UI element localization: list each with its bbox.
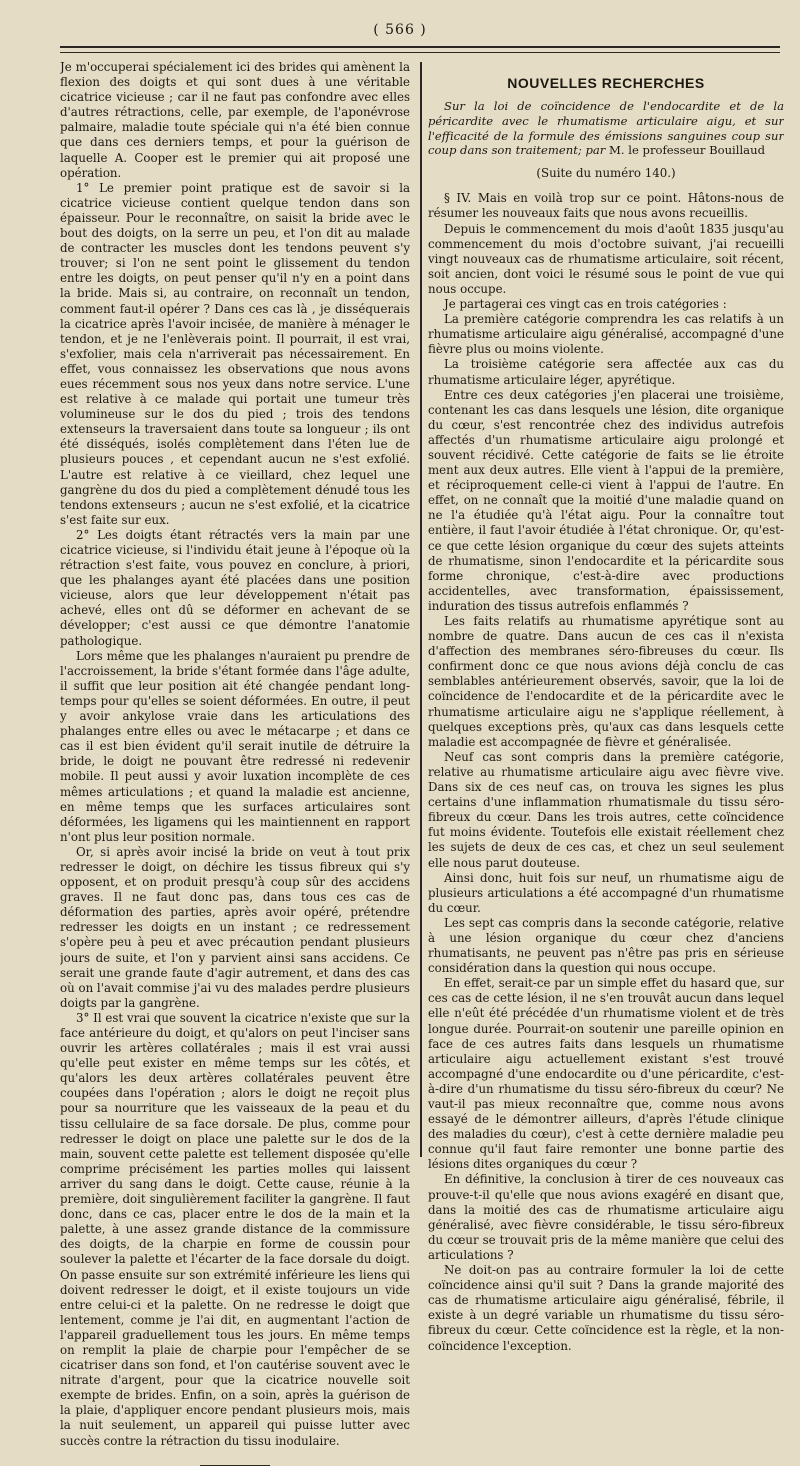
left-paragraph: Je m'occuperai spécialement ici des brides qui amènent la flexion des doigts et qui sont dues à une véritable cicatrice vicieuse ; car il ne faut pas confondre avec elles d'autres rétractions, celle, par exemple, de l'aponévrose palmaire, maladie toute spéciale qui n'a été bien connue que dans ces derniers temps, et pour la guérison de laquelle A. Cooper est le premier qui ait proposé une opération.	[60, 60, 410, 180]
right-paragraph: § IV. Mais en voilà trop sur ce point. Hâtons-nous de résumer les nouveaux faits que nous avons recueillis.	[428, 191, 784, 221]
left-paragraph: 3° Il est vrai que souvent la cicatrice n'existe que sur la face antérieure du doigt, et qu'alors on peut l'inciser sans ouvrir les artères collatérales ; mais il est vrai aussi qu'elle peut exister en même temps sur les côtés, et qu'alors les deux artères collatérales peuvent être coupées dans l'opération ; alors le doigt ne reçoit plus pour sa nourriture que les vaisseaux de la peau et du tissu cellulaire de sa face dorsale. De plus, comme pour redresser le doigt on place une palette sur le dos de la main, souvent cette palette est tellement disposée qu'elle comprime précisément les parties molles qui laissent arriver du sang dans le doigt. Cette cause, réunie à la première, doit singulièrement faciliter la gangrène. Il faut donc, dans ce cas, placer entre le dos de la main et la palette, à une assez grande distance de la commissure des doigts, de la charpie en forme de coussin pour soulever la palette et l'écarter de la face dorsale du doigt. On passe ensuite sur son extrémité inférieure les liens qui doivent redresser le doigt, et il existe toujours un vide entre celui-ci et la palette. On ne redresse le doigt que lentement, comme je l'ai dit, en augmentant l'action de l'appareil graduellement tous les jours. En même temps on remplit la plaie de charpie pour l'empêcher de se cicatriser dans son fond, et l'on cautérise souvent avec le nitrate d'argent, pour que la cicatrice nouvelle soit exempte de brides. Enfin, on a soin, après la guérison de la plaie, d'appliquer encore pendant plusieurs mois, mais la nuit seulement, un appareil qui puisse lutter avec succès contre la rétraction du tissu inodulaire.	[60, 1010, 410, 1448]
right-paragraph: En effet, serait-ce par un simple effet du hasard que, sur ces cas de cette lésion, il ne s'en trouvât aucun dans lequel elle n'eût été précédée d'un rhumatisme violent et de très longue durée. Pourrait-on soutenir une pareille opinion en face de ces autres faits dans lesquels un rhumatisme articulaire aigu actuellement existant s'est trouvé accompagné d'une endocardite ou d'une péricardite, c'est-à-dire d'un rhumatisme du tissu séro-fibreux du cœur? Ne vaut-il pas mieux reconnaître que, comme nous avons essayé de le démontrer ailleurs, d'après l'étude clinique des maladies du cœur), c'est à cette dernière maladie peu connue qu'il faut faire remonter une bonne partie des lésions dites organiques du cœur ?	[428, 976, 784, 1172]
left-column	[60, 60, 410, 1466]
right-paragraph: Les sept cas compris dans la seconde catégorie, relative à une lésion organique du cœur chez d'anciens rhumatisants, ne peuvent pas n'être pas pris en sérieuse considération dans la question qui nous occupe.	[428, 915, 784, 976]
right-paragraph: Depuis le commencement du mois d'août 1835 jusqu'au commencement du mois d'octobre suivant, j'ai recueilli vingt nouveaux cas de rhumatisme articulaire, soit récent, soit ancien, dont voici le résumé sous le point de vue qui nous occupe.	[428, 221, 784, 296]
column-end-rule	[200, 1465, 270, 1466]
right-paragraph: Ne doit-on pas au contraire formuler la loi de cette coïncidence ainsi qu'il suit ? Dans la grande majorité des cas de rhumatisme articulaire aigu généralisé, fébrile, il existe à un degré variable un rhumatisme du tissu séro-fibreux du cœur. Cette coïncidence est la règle, et la non-coïncidence l'exception.	[428, 1263, 784, 1353]
right-paragraph: Ainsi donc, huit fois sur neuf, un rhumatisme aigu de plusieurs articulations a été accompagné d'un rhumatisme du cœur.	[428, 870, 784, 915]
section-heading: NOUVELLES RECHERCHES	[507, 75, 705, 91]
left-paragraph: Lors même que les phalanges n'auraient pu prendre de l'accroissement, la bride s'étant formée dans l'âge adulte, il suffit que leur position ait été changée pendant long-temps pour qu'elles se soient déformées. En outre, il peut y avoir ankylose vraie dans les articulations des phalanges entre elles ou avec le métacarpe ; et dans ce cas il est bien évident qu'il serait inutile de détruire la bride, le doigt ne pouvant être redressé ni redevenir mobile. Il peut aussi y avoir luxation incomplète de ces mêmes articulations ; et quand la maladie est ancienne, en même temps que les surfaces articulaires sont déformées, les ligamens qui les maintiennent en rapport n'ont plus leur position normale.	[60, 648, 410, 844]
right-paragraph: Entre ces deux catégories j'en placerai une troisième, contenant les cas dans lesquels une lésion, dite organique du cœur, s'est rencontrée chez des individus autrefois affectés d'un rhumatisme articulaire aigu prolongé et souvent récidivé. Cette catégorie de faits se lie étroite ment aux deux autres. Elle vient à l'appui de la première, et réciproquement celle-ci vient à l'appui de l'autre. En effet, on ne connaît que la moitié d'une maladie quand on ne l'a étudiée qu'à l'état aigu. Pour la connaître tout entière, il faut l'avoir étudiée à l'état chronique. Or, qu'est-ce que cette lésion organique du cœur des sujets atteints de rhumatisme, sinon l'endocardite et la péricardite sous forme chronique, c'est-à-dire avec productions accidentelles, avec transformation, épaississement, induration des tissus autrefois enflammés ?	[428, 387, 784, 613]
subtitle-text: Sur la loi de coïncidence de l'endocardite et de la péricardite avec le rhumatisme articulaire aigu, et sur l'efficacité de la formule des émissions sanguines coup sur coup dans son traitement; par	[428, 99, 784, 158]
article-subtitle	[428, 99, 784, 158]
left-paragraph: 2° Les doigts étant rétractés vers la main par une cicatrice vicieuse, si l'individu était jeune à l'époque où la rétraction s'est faite, vous pouvez en conclure, à priori, que les phalanges ayant été placées dans une position vicieuse, alors que leur développement n'était pas achevé, elles ont dû se déformer en achevant de se développer; c'est aussi ce que démontre l'anatomie pathologique.	[60, 527, 410, 648]
author-name: M. le professeur Bouillaud	[609, 143, 765, 158]
right-column	[428, 60, 784, 1354]
right-paragraph: La troisième catégorie sera affectée aux cas du rhumatisme articulaire léger, apyrétique.	[428, 357, 784, 387]
right-paragraph: Neuf cas sont compris dans la première catégorie, relative au rhumatisme articulaire aigu avec fièvre vive. Dans six de ces neuf cas, on trouva les signes les plus certains d'une inflammation rhumatismale du tissu séro-fibreux du cœur. Dans les trois autres, cette coïncidence fut moins évidente. Toutefois elle existait réellement chez les sujets de deux de ces cas, et chez un seul seulement elle nous parut douteuse.	[428, 749, 784, 870]
right-paragraph: Les faits relatifs au rhumatisme apyrétique sont au nombre de quatre. Dans aucun de ces cas il n'exista d'affection des membranes séro-fibreuses du cœur. Ils confirment donc ce que nous avions déjà conclu de cas semblables antérieurement observés, savoir, que la loi de coïncidence de l'endocardite et de la péricardite avec le rhumatisme articulaire aigu ne s'applique réellement, à quelques exceptions près, qu'aux cas dans lesquels cette maladie est accompagnée de fièvre et généralisée.	[428, 614, 784, 749]
column-divider	[420, 62, 422, 1157]
left-paragraph: Or, si après avoir incisé la bride on veut à tout prix redresser le doigt, on déchire les tissus fibreux qui s'y opposent, et on produit presqu'à coup sûr des accidens graves. Il ne faut donc pas, dans tous ces cas de déformation des parties, après avoir opéré, prétendre redresser les doigts en un instant ; ce redressement s'opère peu à peu et avec précaution pendant plusieurs jours de suite, et l'on y parvient ainsi sans accidens. Ce serait une grande faute d'agir autrement, et dans des cas où on l'avait commise j'ai vu des malades perdre plusieurs doigts par la gangrène.	[60, 844, 410, 1010]
right-paragraph: En définitive, la conclusion à tirer de ces nouveaux cas prouve-t-il qu'elle que nous avions exagéré en disant que, dans la moitié des cas de rhumatisme articulaire aigu généralisé, avec fièvre considérable, le tissu séro-fibreux du cœur se trouvait pris de la même manière que celui des articulations ?	[428, 1172, 784, 1262]
page-number: ( 566 )	[373, 22, 427, 38]
continuation-note: (Suite du numéro 140.)	[536, 166, 676, 181]
header-rule	[60, 46, 780, 53]
left-paragraph: 1° Le premier point pratique est de savoir si la cicatrice vicieuse contient quelque tendon dans son épaisseur. Pour le reconnaître, on saisit la bride avec le bout des doigts, on la serre un peu, et l'on dit au malade de contracter les muscles dont les tendons peuvent s'y trouver; si l'on ne sent point le glissement du tendon entre les doigts, on peut penser qu'il n'y en a point dans la bride. Mais si, au contraire, on reconnaît un tendon, comment faut-il opérer ? Dans ces cas là , je disséquerais la cicatrice après l'avoir incisée, de manière à ménager le tendon, et je ne l'enlèverais point. Il pourrait, il est vrai, s'exfolier, mais cela n'arriverait pas nécessairement. En effet, vous connaissez les observations que nous avons eues récemment sous nos yeux dans notre service. L'une est relative à ce malade qui portait une tumeur très volumineuse sur le dos du pied ; trois des tendons extenseurs la traversaient dans toute sa longueur ; ils ont été disséqués, isolés complètement dans l'éten lue de plusieurs pouces , et cependant aucun ne s'est exfolié. L'autre est relative à ce vieillard, chez lequel une gangrène du dos du pied a complètement dénudé tous les tendons extenseurs ; aucun ne s'est exfolié, et la cicatrice s'est faite sur eux.	[60, 180, 410, 527]
right-paragraph: Je partagerai ces vingt cas en trois catégories :	[444, 297, 727, 312]
right-paragraph: La première catégorie comprendra les cas relatifs à un rhumatisme articulaire aigu généralisé, accompagné d'une fièvre plus ou moins violente.	[428, 312, 784, 357]
